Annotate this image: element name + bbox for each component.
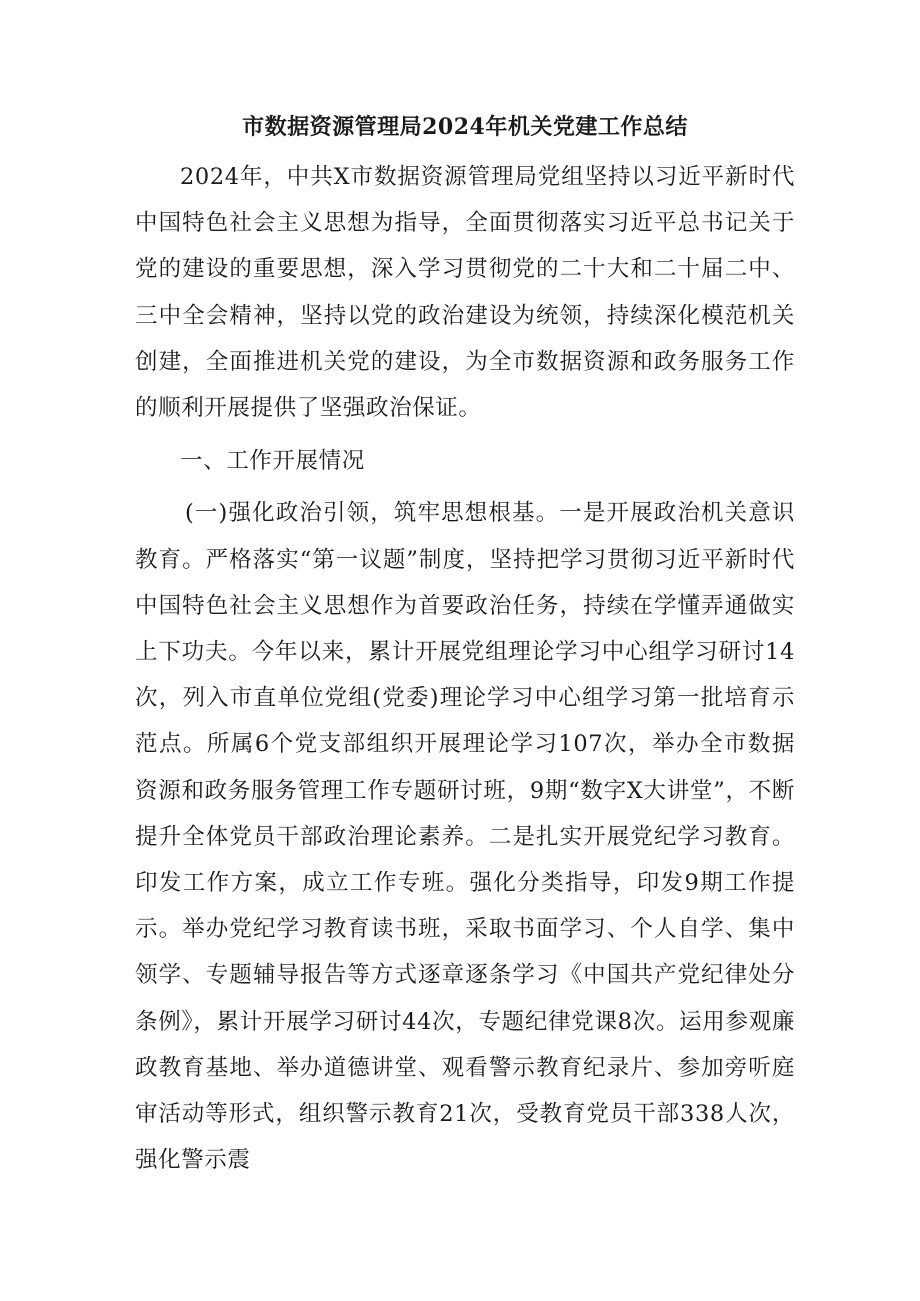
section-paragraph: (一)强化政治引领，筑牢思想根基。一是开展政治机关意识教育。严格落实“第一议题”制度，坚持把学习贯彻习近平新时代中国特色社会主义思想作为首要政治任务，持续在学懂弄通做实上下功夫。今年以来，累计开展党组理论学习中心组学习研讨14次，列入市直单位党组(党委)理论学习中心组学习第一批培育示范点。所属6个党支部组织开展理论学习107次，举办全市数据资源和政务服务管理工作专题研讨班，9期“数字X大讲堂”，不断提升全体党员干部政治理论素养。二是扎实开展党纪学习教育。印发工作方案，成立工作专班。强化分类指导，印发9期工作提示。举办党纪学习教育读书班，采取书面学习、个人自学、集中领学、专题辅导报告等方式逐章逐条学习《中国共产党纪律处分条例》，累计开展学习研讨44次，专题纪律党课8次。运用参观廉政教育基地、举办道德讲堂、观看警示教育纪录片、参加旁听庭审活动等形式，组织警示教育21次，受教育党员干部338人次，强化警示震 [135, 500, 795, 1174]
section-heading: 一、工作开展情况 [180, 448, 365, 475]
document-page [135, 112, 795, 1183]
intro-paragraph: 2024年，中共X市数据资源管理局党组坚持以习近平新时代中国特色社会主义思想为指导，全面贯彻落实习近平总书记关于党的建设的重要思想，深入学习贯彻党的二十大和二十届二中、三中全会精神，坚持以党的政治建设为统领，持续深化模范机关创建，全面推进机关党的建设，为全市数据资源和政务服务工作的顺利开展提供了坚强政治保证。 [135, 164, 795, 422]
document-title: 市数据资源管理局2024年机关党建工作总结 [242, 114, 688, 140]
